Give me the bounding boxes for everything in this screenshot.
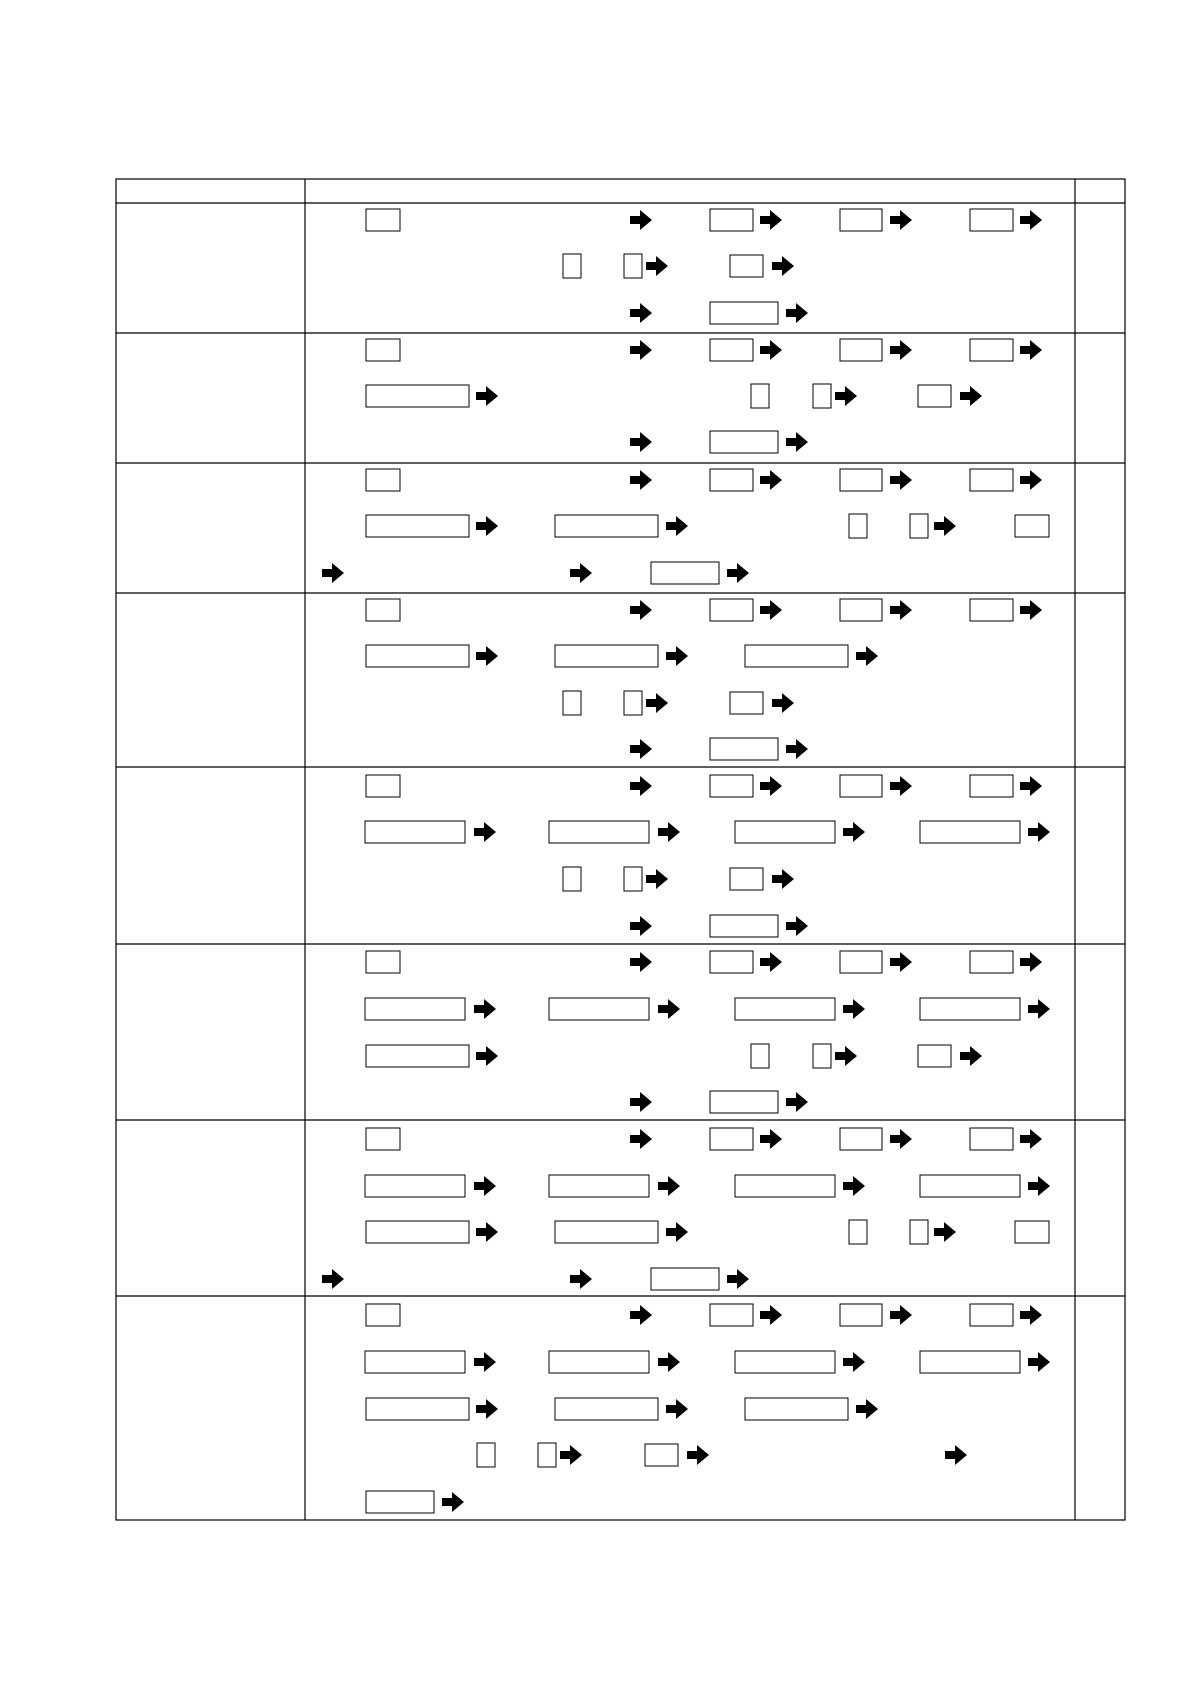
empty-box <box>555 515 658 537</box>
right-arrow-icon <box>843 999 865 1019</box>
right-arrow-icon <box>727 1269 749 1289</box>
empty-box <box>735 998 835 1020</box>
right-arrow-icon <box>1020 1129 1042 1149</box>
empty-box <box>366 645 469 667</box>
right-arrow-icon <box>760 210 782 230</box>
empty-box <box>366 339 400 361</box>
right-arrow-icon <box>476 386 498 406</box>
empty-box <box>910 1220 928 1244</box>
empty-box <box>840 951 882 973</box>
right-arrow-icon <box>630 916 652 936</box>
right-arrow-icon <box>934 1222 956 1242</box>
empty-box <box>563 867 581 891</box>
right-arrow-icon <box>474 822 496 842</box>
empty-box <box>1015 1221 1049 1243</box>
right-arrow-icon <box>760 470 782 490</box>
empty-box <box>563 691 581 715</box>
right-arrow-icon <box>727 563 749 583</box>
empty-box <box>840 209 882 231</box>
empty-box <box>730 692 763 714</box>
right-arrow-icon <box>476 1046 498 1066</box>
empty-box <box>840 469 882 491</box>
right-arrow-icon <box>772 256 794 276</box>
right-arrow-icon <box>476 1222 498 1242</box>
right-arrow-icon <box>630 210 652 230</box>
empty-box <box>645 1444 678 1466</box>
right-arrow-icon <box>570 563 592 583</box>
right-arrow-icon <box>760 1305 782 1325</box>
empty-box <box>477 1443 495 1467</box>
empty-box <box>365 1175 465 1197</box>
empty-box <box>970 469 1013 491</box>
right-arrow-icon <box>630 432 652 452</box>
right-arrow-icon <box>474 999 496 1019</box>
empty-boxes <box>365 209 1049 1513</box>
empty-box <box>624 867 642 891</box>
arrow-marks <box>322 210 1050 1512</box>
empty-box <box>1015 515 1049 537</box>
right-arrow-icon <box>786 303 808 323</box>
empty-box <box>555 1398 658 1420</box>
empty-box <box>710 1128 753 1150</box>
empty-box <box>549 1351 649 1373</box>
empty-box <box>735 821 835 843</box>
empty-box <box>365 998 465 1020</box>
empty-box <box>710 951 753 973</box>
empty-box <box>910 514 928 538</box>
right-arrow-icon <box>322 1269 344 1289</box>
empty-box <box>366 1398 469 1420</box>
right-arrow-icon <box>322 563 344 583</box>
empty-box <box>549 1175 649 1197</box>
right-arrow-icon <box>476 646 498 666</box>
empty-box <box>970 599 1013 621</box>
empty-box <box>840 1128 882 1150</box>
right-arrow-icon <box>890 1129 912 1149</box>
empty-box <box>918 1045 951 1067</box>
right-arrow-icon <box>786 739 808 759</box>
empty-box <box>624 254 642 278</box>
right-arrow-icon <box>666 516 688 536</box>
right-arrow-icon <box>1028 1176 1050 1196</box>
empty-box <box>710 915 778 937</box>
right-arrow-icon <box>658 822 680 842</box>
right-arrow-icon <box>786 432 808 452</box>
empty-box <box>366 1304 400 1326</box>
empty-box <box>365 821 465 843</box>
empty-box <box>366 209 400 231</box>
right-arrow-icon <box>646 256 668 276</box>
right-arrow-icon <box>945 1445 967 1465</box>
right-arrow-icon <box>1020 600 1042 620</box>
empty-box <box>555 1221 658 1243</box>
right-arrow-icon <box>1020 340 1042 360</box>
empty-box <box>970 1128 1013 1150</box>
right-arrow-icon <box>1020 952 1042 972</box>
empty-box <box>918 385 951 407</box>
right-arrow-icon <box>630 952 652 972</box>
empty-box <box>366 599 400 621</box>
right-arrow-icon <box>786 1092 808 1112</box>
empty-box <box>366 1221 469 1243</box>
right-arrow-icon <box>760 776 782 796</box>
empty-box <box>840 339 882 361</box>
empty-box <box>751 1044 769 1068</box>
empty-box <box>710 775 753 797</box>
right-arrow-icon <box>960 1046 982 1066</box>
right-arrow-icon <box>843 1176 865 1196</box>
empty-box <box>651 562 719 584</box>
empty-box <box>920 1175 1020 1197</box>
empty-box <box>710 599 753 621</box>
empty-box <box>555 645 658 667</box>
empty-box <box>849 514 867 538</box>
empty-box <box>970 775 1013 797</box>
right-arrow-icon <box>630 470 652 490</box>
right-arrow-icon <box>843 822 865 842</box>
right-arrow-icon <box>1020 210 1042 230</box>
empty-box <box>745 1398 848 1420</box>
empty-box <box>366 951 400 973</box>
empty-box <box>840 775 882 797</box>
right-arrow-icon <box>890 952 912 972</box>
empty-box <box>365 1351 465 1373</box>
right-arrow-icon <box>630 303 652 323</box>
right-arrow-icon <box>1028 1352 1050 1372</box>
right-arrow-icon <box>630 1092 652 1112</box>
right-arrow-icon <box>890 600 912 620</box>
right-arrow-icon <box>687 1445 709 1465</box>
empty-box <box>366 1128 400 1150</box>
right-arrow-icon <box>760 340 782 360</box>
empty-box <box>745 645 848 667</box>
right-arrow-icon <box>760 600 782 620</box>
empty-box <box>366 775 400 797</box>
empty-box <box>735 1351 835 1373</box>
empty-box <box>366 1491 434 1513</box>
empty-box <box>730 868 763 890</box>
right-arrow-icon <box>666 646 688 666</box>
empty-box <box>920 821 1020 843</box>
right-arrow-icon <box>630 776 652 796</box>
empty-box <box>840 599 882 621</box>
right-arrow-icon <box>890 340 912 360</box>
right-arrow-icon <box>630 739 652 759</box>
empty-box <box>710 431 778 453</box>
table-frame <box>116 179 1125 1520</box>
flow-table <box>116 179 1125 1520</box>
right-arrow-icon <box>666 1399 688 1419</box>
right-arrow-icon <box>658 1176 680 1196</box>
empty-box <box>710 1304 753 1326</box>
right-arrow-icon <box>772 869 794 889</box>
empty-box <box>751 384 769 408</box>
right-arrow-icon <box>646 693 668 713</box>
right-arrow-icon <box>856 1399 878 1419</box>
empty-box <box>970 951 1013 973</box>
right-arrow-icon <box>890 210 912 230</box>
empty-box <box>538 1443 556 1467</box>
empty-box <box>710 738 778 760</box>
empty-box <box>549 821 649 843</box>
right-arrow-icon <box>570 1269 592 1289</box>
empty-box <box>849 1220 867 1244</box>
right-arrow-icon <box>890 1305 912 1325</box>
empty-box <box>840 1304 882 1326</box>
empty-box <box>813 384 831 408</box>
right-arrow-icon <box>658 1352 680 1372</box>
empty-box <box>730 255 763 277</box>
right-arrow-icon <box>760 952 782 972</box>
empty-box <box>710 302 778 324</box>
right-arrow-icon <box>630 600 652 620</box>
empty-box <box>710 469 753 491</box>
empty-box <box>549 998 649 1020</box>
right-arrow-icon <box>890 470 912 490</box>
right-arrow-icon <box>1028 822 1050 842</box>
right-arrow-icon <box>474 1352 496 1372</box>
right-arrow-icon <box>560 1445 582 1465</box>
empty-box <box>710 339 753 361</box>
right-arrow-icon <box>476 516 498 536</box>
right-arrow-icon <box>772 693 794 713</box>
empty-box <box>710 209 753 231</box>
right-arrow-icon <box>666 1222 688 1242</box>
empty-box <box>970 339 1013 361</box>
empty-box <box>920 1351 1020 1373</box>
right-arrow-icon <box>658 999 680 1019</box>
right-arrow-icon <box>890 776 912 796</box>
right-arrow-icon <box>474 1176 496 1196</box>
right-arrow-icon <box>786 916 808 936</box>
right-arrow-icon <box>1028 999 1050 1019</box>
empty-box <box>366 385 469 407</box>
right-arrow-icon <box>843 1352 865 1372</box>
right-arrow-icon <box>630 1129 652 1149</box>
right-arrow-icon <box>835 1046 857 1066</box>
right-arrow-icon <box>646 869 668 889</box>
right-arrow-icon <box>1020 776 1042 796</box>
empty-box <box>366 515 469 537</box>
empty-box <box>651 1268 719 1290</box>
right-arrow-icon <box>960 386 982 406</box>
empty-box <box>366 1045 469 1067</box>
empty-box <box>366 469 400 491</box>
right-arrow-icon <box>1020 1305 1042 1325</box>
empty-box <box>970 209 1013 231</box>
right-arrow-icon <box>760 1129 782 1149</box>
right-arrow-icon <box>630 340 652 360</box>
empty-box <box>624 691 642 715</box>
empty-box <box>563 254 581 278</box>
right-arrow-icon <box>1020 470 1042 490</box>
right-arrow-icon <box>476 1399 498 1419</box>
right-arrow-icon <box>856 646 878 666</box>
empty-box <box>813 1044 831 1068</box>
right-arrow-icon <box>934 516 956 536</box>
empty-box <box>735 1175 835 1197</box>
empty-box <box>710 1091 778 1113</box>
empty-box <box>920 998 1020 1020</box>
right-arrow-icon <box>630 1305 652 1325</box>
empty-box <box>970 1304 1013 1326</box>
right-arrow-icon <box>835 386 857 406</box>
right-arrow-icon <box>442 1492 464 1512</box>
